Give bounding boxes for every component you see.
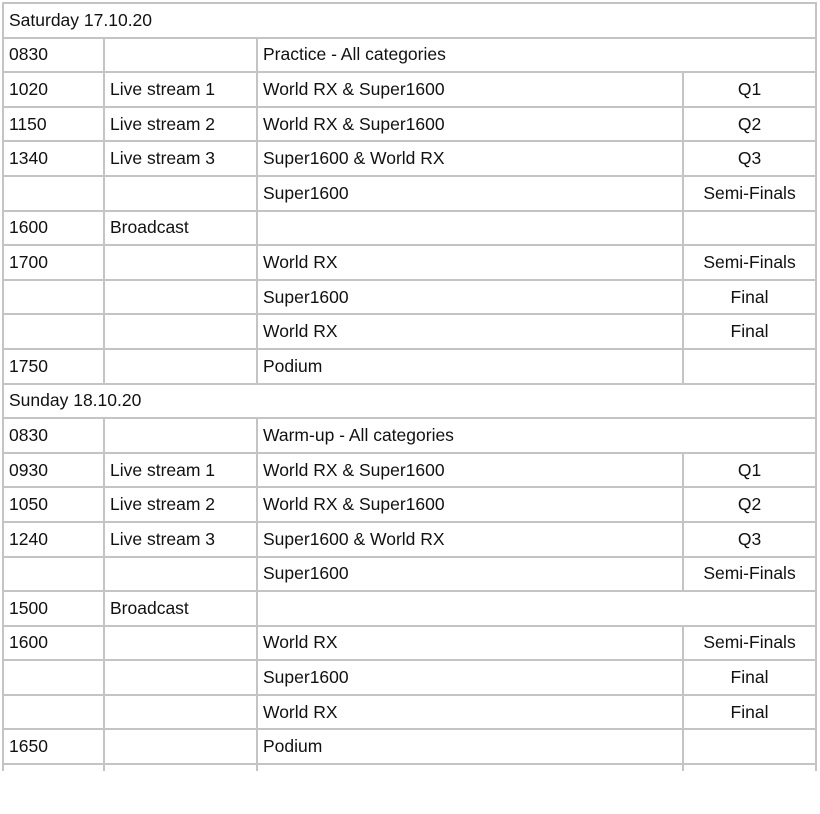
stream-cell: Live stream 3 xyxy=(104,141,257,176)
empty-cell xyxy=(683,764,816,771)
time-cell: 1650 xyxy=(3,729,104,764)
table-row xyxy=(3,245,816,280)
event-cell: Practice - All categories xyxy=(257,38,816,73)
time-cell xyxy=(3,695,104,730)
event-cell: World RX & Super1600 xyxy=(257,72,683,107)
stream-cell: Broadcast xyxy=(104,591,257,626)
time-cell xyxy=(3,660,104,695)
stream-cell xyxy=(104,314,257,349)
stream-cell xyxy=(104,280,257,315)
table-row xyxy=(3,626,816,661)
table-row xyxy=(3,72,816,107)
table-row xyxy=(3,314,816,349)
time-cell: 1240 xyxy=(3,522,104,557)
stream-cell xyxy=(104,660,257,695)
time-cell xyxy=(3,314,104,349)
time-cell: 0830 xyxy=(3,38,104,73)
event-cell: Super1600 & World RX xyxy=(257,141,683,176)
event-cell: Super1600 & World RX xyxy=(257,522,683,557)
stream-cell xyxy=(104,729,257,764)
table-row xyxy=(3,453,816,488)
empty-cell xyxy=(104,764,257,771)
time-cell xyxy=(3,557,104,592)
day-header-row xyxy=(3,3,816,38)
time-cell: 1600 xyxy=(3,626,104,661)
table-row xyxy=(3,695,816,730)
session-cell: Semi-Finals xyxy=(683,176,816,211)
table-row-partial xyxy=(3,764,816,771)
time-cell: 1600 xyxy=(3,211,104,246)
table-row xyxy=(3,522,816,557)
day-title: Saturday 17.10.20 xyxy=(3,3,816,38)
stream-cell xyxy=(104,418,257,453)
event-cell: Podium xyxy=(257,729,683,764)
table-row xyxy=(3,176,816,211)
session-cell xyxy=(683,729,816,764)
session-cell: Final xyxy=(683,695,816,730)
session-cell: Final xyxy=(683,314,816,349)
table-row xyxy=(3,729,816,764)
table-row xyxy=(3,141,816,176)
time-cell: 1050 xyxy=(3,487,104,522)
event-cell xyxy=(257,211,683,246)
session-cell: Q1 xyxy=(683,72,816,107)
table-row xyxy=(3,349,816,384)
table-row xyxy=(3,107,816,142)
event-cell: World RX xyxy=(257,314,683,349)
stream-cell xyxy=(104,245,257,280)
stream-cell: Broadcast xyxy=(104,211,257,246)
time-cell: 1500 xyxy=(3,591,104,626)
event-cell: World RX xyxy=(257,245,683,280)
stream-cell: Live stream 1 xyxy=(104,453,257,488)
session-cell: Semi-Finals xyxy=(683,245,816,280)
table-row xyxy=(3,280,816,315)
stream-cell xyxy=(104,557,257,592)
event-cell: World RX xyxy=(257,695,683,730)
time-cell: 0830 xyxy=(3,418,104,453)
event-cell: Podium xyxy=(257,349,683,384)
table-row xyxy=(3,418,816,453)
table-row xyxy=(3,487,816,522)
event-cell: Super1600 xyxy=(257,176,683,211)
session-cell: Final xyxy=(683,280,816,315)
event-cell: Super1600 xyxy=(257,280,683,315)
session-cell: Semi-Finals xyxy=(683,557,816,592)
table-row xyxy=(3,660,816,695)
event-cell: World RX & Super1600 xyxy=(257,107,683,142)
time-cell: 1020 xyxy=(3,72,104,107)
session-cell: Final xyxy=(683,660,816,695)
empty-cell xyxy=(3,764,104,771)
session-cell: Q3 xyxy=(683,522,816,557)
event-cell: World RX & Super1600 xyxy=(257,487,683,522)
session-cell: Q2 xyxy=(683,487,816,522)
session-cell xyxy=(683,349,816,384)
empty-cell xyxy=(257,764,683,771)
event-cell: Warm-up - All categories xyxy=(257,418,816,453)
session-cell: Semi-Finals xyxy=(683,626,816,661)
stream-cell: Live stream 3 xyxy=(104,522,257,557)
time-cell: 1700 xyxy=(3,245,104,280)
time-cell xyxy=(3,176,104,211)
session-cell xyxy=(683,211,816,246)
time-cell: 0930 xyxy=(3,453,104,488)
event-cell: World RX xyxy=(257,626,683,661)
day-header-row xyxy=(3,384,816,419)
event-cell: Super1600 xyxy=(257,660,683,695)
stream-cell xyxy=(104,176,257,211)
session-cell: Q3 xyxy=(683,141,816,176)
time-cell: 1150 xyxy=(3,107,104,142)
event-cell: Super1600 xyxy=(257,557,683,592)
table-row xyxy=(3,38,816,73)
stream-cell xyxy=(104,626,257,661)
stream-cell xyxy=(104,695,257,730)
schedule-table xyxy=(2,2,817,771)
time-cell: 1750 xyxy=(3,349,104,384)
day-title: Sunday 18.10.20 xyxy=(3,384,816,419)
time-cell: 1340 xyxy=(3,141,104,176)
table-row xyxy=(3,591,816,626)
stream-cell xyxy=(104,349,257,384)
stream-cell xyxy=(104,38,257,73)
table-row xyxy=(3,557,816,592)
table-row xyxy=(3,211,816,246)
schedule-body xyxy=(3,3,816,771)
stream-cell: Live stream 2 xyxy=(104,107,257,142)
event-cell: World RX & Super1600 xyxy=(257,453,683,488)
session-cell: Q2 xyxy=(683,107,816,142)
event-cell xyxy=(257,591,816,626)
stream-cell: Live stream 1 xyxy=(104,72,257,107)
session-cell: Q1 xyxy=(683,453,816,488)
time-cell xyxy=(3,280,104,315)
stream-cell: Live stream 2 xyxy=(104,487,257,522)
